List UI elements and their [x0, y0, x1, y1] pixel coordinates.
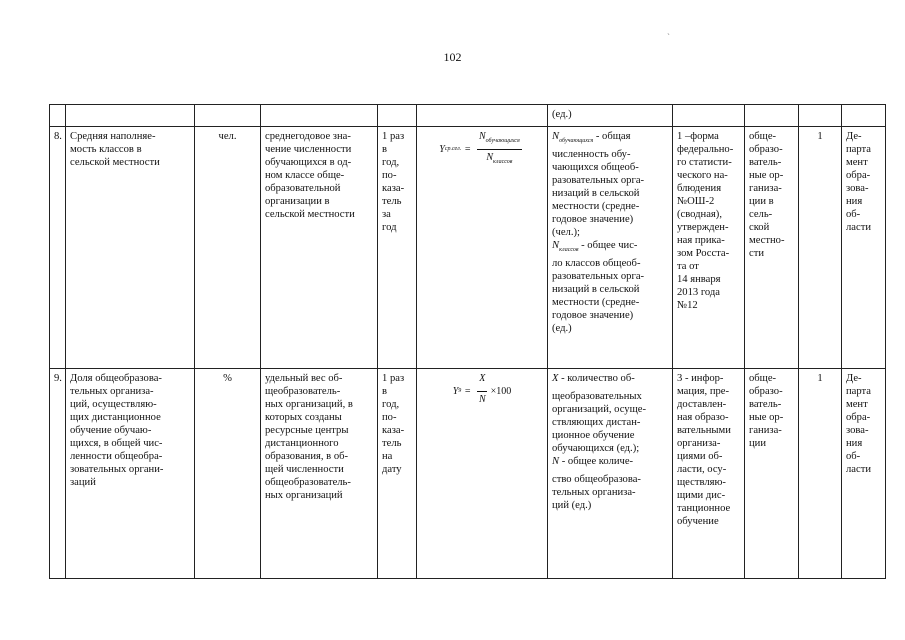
- formula: Y 9 = $\frac{X}{N}$ ×100: [452, 373, 512, 405]
- indicator-name: Средняя наполняе- мость классов в сельской местности: [70, 131, 160, 168]
- frequency: 1 раз в год, по- каза- тель за год: [382, 131, 405, 233]
- formula-cell: [417, 127, 548, 369]
- table-row: [50, 369, 886, 579]
- definition: среднегодовое зна- чение численности обучающихся в од- ном классе обще- образовательной организации в сельской местности: [265, 131, 355, 220]
- indicator-table: [49, 104, 886, 579]
- formula: Y ср.сел. = $\frac{N_{обучающихся}}{N_{классов}}$: [439, 131, 520, 165]
- indicator-name: Доля общеобразова- тельных организа- ций, осуществляю- щих дистанционное обучение обучаю- щихся, в общей чис- ленности общеобра- зовательных органи- заций: [70, 373, 164, 488]
- desc-fragment: (ед.): [548, 105, 673, 127]
- scan-speck: `: [667, 32, 670, 42]
- population: обще- образо- ватель- ные ор- ганиза- ции в сель- ской местно- сти: [749, 131, 785, 259]
- method: 1: [799, 369, 842, 579]
- population: обще- образо- ватель- ные ор- ганиза- ции: [749, 373, 784, 449]
- definition: удельный вес об- щеобразователь- ных организаций, в которых созданы ресурсные центры дистанционного образования, в об- щей численности общеобразователь- ных организаций: [265, 373, 353, 501]
- data-source: 3 - инфор- мация, пре- доставлен- ная образо- вательными организа- циями об- ласти, осу- ществляю- щими дис- танционное обучение: [677, 373, 731, 527]
- data-source: 1 –форма федерально- го статисти- ческого на- блюдения №ОШ-2 (сводная), утвержден- ная прика- зом Росста- та от 14 января 2013 года №12: [677, 131, 734, 311]
- formula-cell: [417, 369, 548, 579]
- row-number: 8.: [50, 127, 66, 369]
- frequency: 1 раз в год, по- каза- тель на дату: [382, 373, 405, 475]
- responsible: Де- парта мент обра- зова- ния об- ласти: [846, 131, 871, 233]
- table-row: [50, 127, 886, 369]
- unit: чел.: [195, 127, 261, 369]
- responsible: Де- парта мент обра- зова- ния об- ласти: [846, 373, 871, 475]
- variable-description: X - количество об- щеобразовательных организаций, осуще- ствляющих дистан- ционное обучение обучающихся (ед.); N - общее количе- ство общеобразова- тельных организа- ций (ед.): [548, 369, 673, 579]
- table-row-continued: [50, 105, 886, 127]
- variable-description: $N_{обучающихся}$ - общая численность обу- чающихся общеоб- разовательных орга- низаций в сельской местности (средне- годовое значение) (чел.); $N_{классов}$ - общее чис- ло классов общеоб- разовательных орга- низаций в сельской местности (средне- годовое значение) (ед.): [548, 127, 673, 369]
- row-number: 9.: [50, 369, 66, 579]
- method: 1: [799, 127, 842, 369]
- unit: %: [195, 369, 261, 579]
- page-number: 102: [443, 50, 462, 64]
